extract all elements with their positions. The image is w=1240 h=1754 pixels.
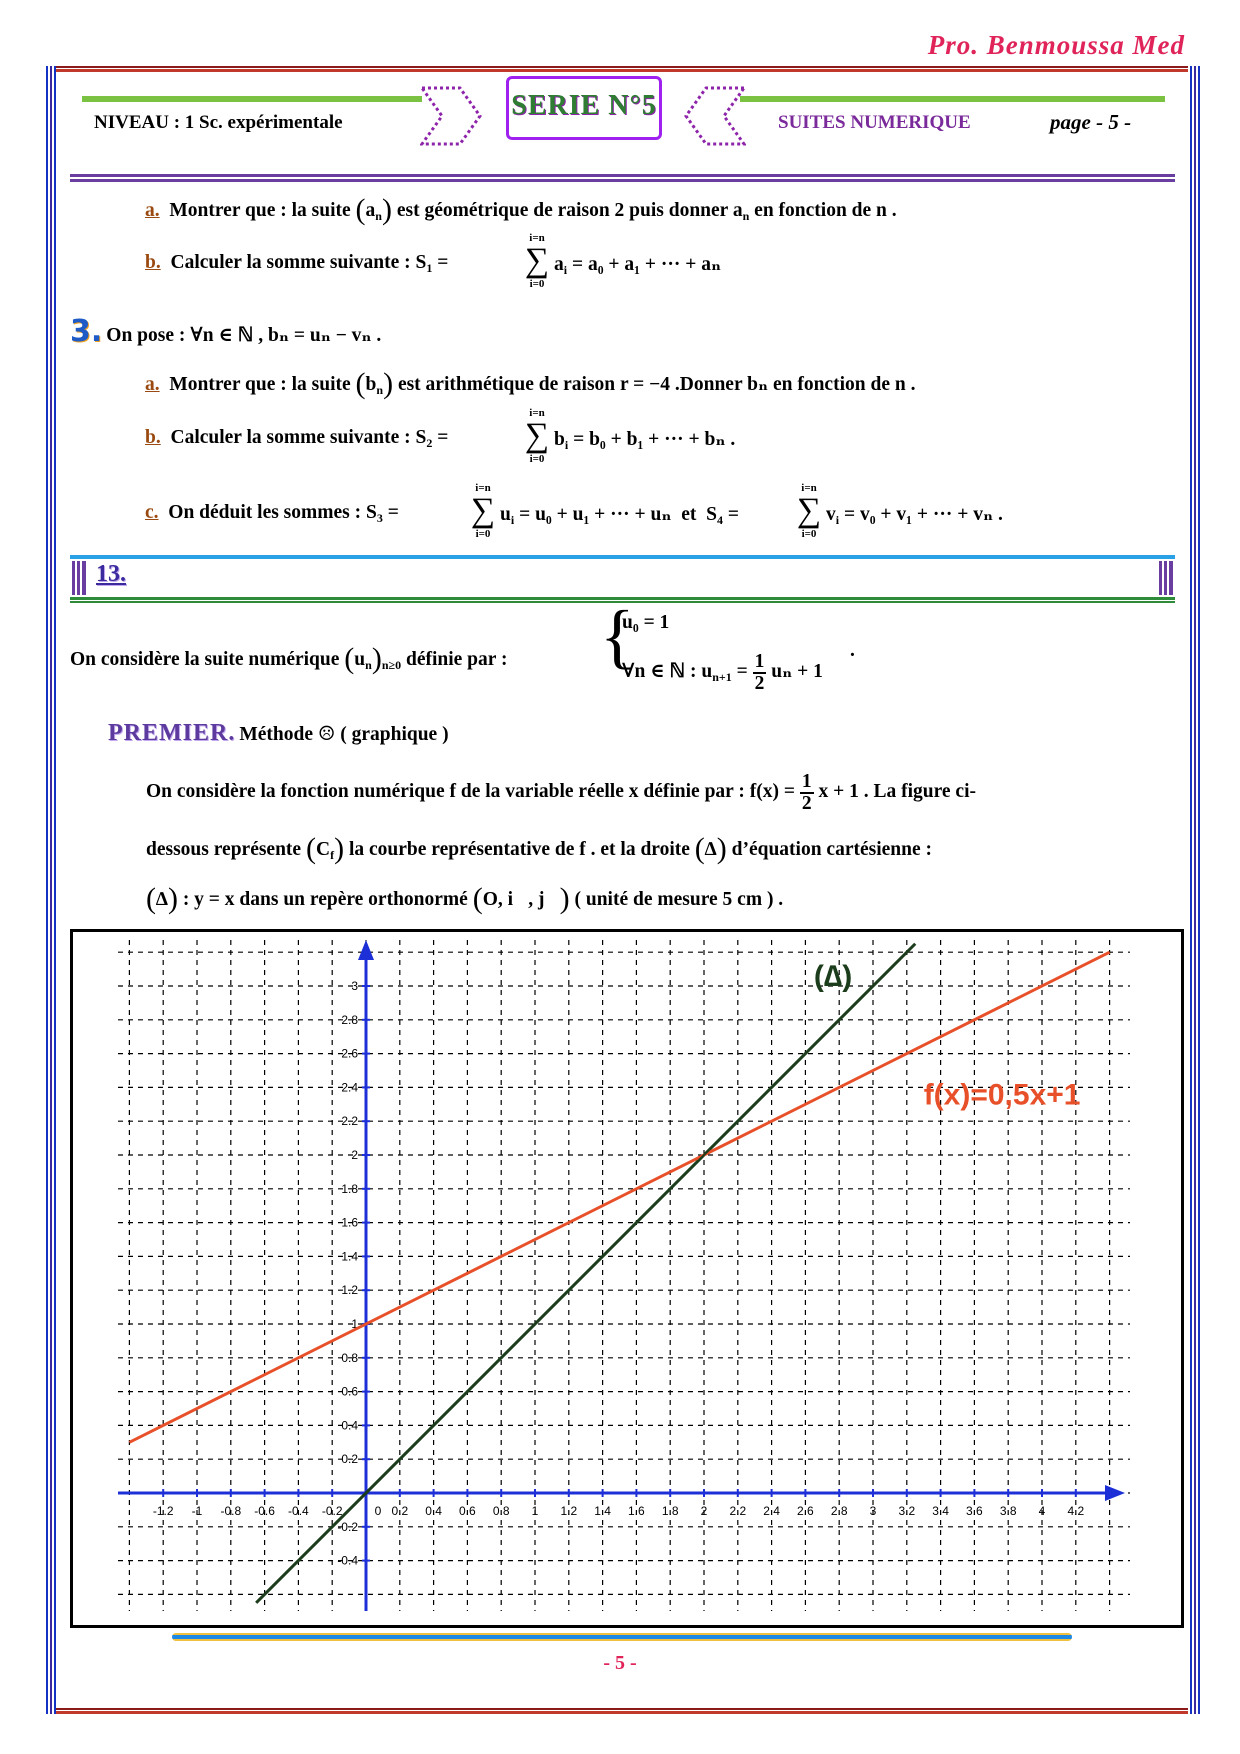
x-tick-label: 3.4 [932,1504,949,1518]
niveau-label: NIVEAU : 1 Sc. expérimentale [94,112,343,133]
q3b-formula [554,427,735,453]
y-tick-label: 3 [351,979,358,993]
y-tick-label: -0.2 [337,1519,358,1534]
q3c-v-sub: i [835,513,840,527]
x-tick-label: 1.6 [628,1504,645,1518]
frame-left-border [44,66,56,1714]
delta-line [256,944,915,1603]
header-arrow-right [656,86,746,146]
q3c-v-formula [826,502,1003,528]
ex13-seq-range: n≥0 [381,658,402,672]
frame-right-border [1188,66,1200,1714]
ex13-sys2-num: 1 [754,651,765,672]
q3a-line: a. Montrer que : la suite $(b_n)$ est arithmétique de raison r = −4 .Donner bₙ en fonction de n . [145,367,916,400]
q3a-rest: est arithmétique de raison r = −4 .Donner bₙ en fonction de n . [397,374,916,395]
q3a-seq: b [365,374,377,395]
x-tick-label: 0.2 [391,1504,409,1518]
q3b-S: S [415,427,427,448]
y-tick-label: 0.2 [341,1452,358,1467]
q3b-term: b [554,429,565,450]
ex13-p2-C-sub: f [330,848,335,862]
q3c-text: On déduit les sommes : [168,502,362,523]
ex13-sys-dot: . [850,640,855,661]
x-tick-label: -0.8 [220,1504,242,1518]
q3b-label: b. [145,427,161,448]
y-tick-label: 0.8 [341,1350,358,1365]
q3c-label: c. [145,502,159,523]
q3c-sigma-v-bottom: i=0 [801,528,817,540]
q2a-line: a. Montrer que : la suite $(a_n)$ est géométrique de raison 2 puis donner $a_n$ en fonction de n . [145,193,897,226]
y-axis-arrow [358,940,374,960]
ex13-sys2-left: ∀n ∈ ℕ : u [622,660,713,682]
q2a-seq: a [365,200,376,221]
q3-line [70,314,381,349]
q3b-sigma: i=n ∑ i=0 [522,407,552,465]
x-axis-arrow [1105,1485,1125,1501]
frame-top-border [44,66,1200,72]
q3c-u-sub: i [510,513,515,527]
ex13-p3-end: ( unité de mesure 5 cm ) . [574,889,784,910]
ex13-p1-f: f(x) = [749,780,795,802]
header-green-line-right [740,96,1165,102]
ex13-def: définie par : [405,649,508,670]
header-separator [70,174,1175,182]
x-tick-label: -0.6 [254,1504,275,1518]
q3c-u-expansion: = u₀ + u₁ + ··· + uₙ [519,504,672,525]
q3c-sigma-u: i=n ∑ i=0 [468,482,498,540]
q3c-v-expansion: = v₀ + v₁ + ··· + vₙ . [843,504,1003,525]
ex13-intro: On considère la suite numérique [70,649,340,670]
q3c-and: et [681,504,697,525]
ex13-brace: { [600,596,635,676]
author-signature: Pro. Benmoussa Med [927,30,1185,60]
methode-label: Méthode ☹ ( graphique ) [239,724,449,745]
ex13-sys2-right: uₙ + 1 [771,660,823,682]
q2b-S-sub: 1 [426,261,433,275]
x-tick-label: 4.2 [1067,1504,1085,1518]
x-tick-label: 3.2 [898,1504,916,1518]
q2b-term-sub: i [563,263,568,277]
x-tick-label: 0 [374,1504,382,1518]
ex13-p2-delta: ∆ [704,839,717,860]
x-tick-label: 0.4 [425,1504,442,1518]
x-tick-label: 2.4 [763,1504,780,1518]
f-line [129,952,1109,1442]
q2b-formula [554,252,721,278]
q3c-S4-sub: 4 [717,513,724,527]
q3b-sigma-top: i=n [529,407,545,419]
ex13-intro-line: On considère la suite numérique $(u_n)_{n\ge 0}$ définie par : [70,642,508,675]
q3c-sigma-v: i=n ∑ i=0 [794,482,824,540]
q3c-u: u [500,504,511,525]
q3c-line: c. On déduit les sommes : $S_3$ = [145,502,399,525]
serie-title: SERIE N°5 [511,90,657,121]
q3b-term-sub: i [564,438,569,452]
y-tick-label: 2.2 [341,1114,358,1129]
ex13-p2-middle: la courbe représentative de f . et la droite [348,839,690,860]
ex13-p1-after: x + 1 . La figure ci- [818,780,976,802]
y-tick-label: 2.6 [341,1046,358,1061]
x-tick-label: 2.8 [830,1504,848,1518]
ex13-sys2-den: 2 [754,672,765,694]
q2a-seq-sub: n [375,209,382,223]
q2a-rest-sub: n [742,209,750,223]
y-tick-label: 1 [351,1317,358,1331]
y-tick-label: 2.4 [341,1080,358,1095]
q2b-line: b. Calculer la somme suivante : $S_1$ = [145,252,449,275]
ex13-p3-text: : y = x dans un repère orthonormé [182,889,468,910]
x-tick-label: 1 [531,1504,539,1518]
x-tick-label: 0.6 [459,1504,476,1518]
x-tick-label: 4 [1038,1504,1046,1518]
q3b-text: Calculer la somme suivante : [170,427,411,448]
x-tick-label: -0.2 [321,1504,343,1518]
ex13-p3: (∆) : y = x dans un repère orthonormé (O, i⃗, j⃗) ( unité de mesure 5 cm ) . [146,882,784,915]
ex13-p3-frame: O, i⃗, j⃗ [482,889,560,910]
x-tick-label: 2 [700,1504,708,1518]
q3c-S3-sub: 3 [376,511,383,525]
premier-heading: PREMIER. [108,720,236,746]
ex13-p1-num: 1 [801,771,812,792]
header-arrow-left [420,86,510,146]
q3c-S3: S [366,502,377,523]
q3b-S-sub: 2 [426,436,433,450]
x-tick-label: -0.4 [288,1504,309,1518]
y-tick-label: -0.4 [337,1553,358,1568]
x-tick-label: 3.6 [966,1504,983,1518]
y-tick-label: 1.4 [341,1249,358,1264]
q2a-rest: est géométrique de raison 2 puis donner a [396,200,743,221]
q3a-text: Montrer que : la suite [169,374,351,395]
q3c-v: v [826,504,836,525]
x-tick-label: 1.8 [661,1504,679,1518]
x-tick-label: 1.4 [594,1504,611,1518]
q3a-label: a. [145,374,160,395]
ex13-p1-den: 2 [801,792,812,814]
ex13-seq: u [354,649,366,670]
chart-box [70,929,1184,1628]
page-label: page - 5 - [1050,110,1132,134]
q3b-expansion: = b₀ + b₁ + ··· + bₙ . [573,429,736,450]
ex13-p2-C: C [315,839,331,860]
q3a-seq-sub: n [376,383,384,397]
footer-page-number: - 5 - [603,1652,637,1674]
x-tick-label: 2.6 [797,1504,814,1518]
ex13-p2-text: dessous représente [146,839,302,860]
ex13-sys2 [622,652,823,693]
q2b-sigma-top: i=n [529,232,545,244]
q3b-line: b. Calculer la somme suivante : $S_2$ = [145,427,449,450]
y-tick-label: 2.8 [341,1012,358,1027]
y-tick-label: 1.8 [341,1181,358,1196]
q3c-sigma-u-bottom: i=0 [475,528,491,540]
q2b-sigma-bottom: i=0 [529,278,545,290]
x-tick-label: -1.2 [152,1504,174,1518]
x-tick-label: 3 [869,1504,877,1518]
q3-number: 3. [70,314,103,349]
x-tick-label: 2.2 [729,1504,747,1518]
q3c-S4: S [706,504,718,525]
y-tick-label: 1.6 [341,1215,358,1230]
q2b-text: Calculer la somme suivante : [170,252,411,273]
q2b-expansion: = a₀ + a₁ + ··· + aₙ [571,254,722,275]
ex13-p2: dessous représente $(C_f)$ la courbe représentative de f . et la droite (∆) d’équation cartésienne : [146,832,933,865]
q2b-sigma: i=n ∑ i=0 [522,232,552,290]
f-label: f(x)=0,5x+1 [923,1078,1081,1112]
q2b-S: S [415,252,427,273]
y-tick-label: 1.2 [341,1283,358,1298]
ex13-seq-sub: n [365,658,372,672]
q3-intro: On pose : ∀n ∈ ℕ , bₙ = uₙ − vₙ . [106,325,382,346]
ex13-sys1: u₀ = 1 [622,612,670,633]
frame-bottom-border [44,1708,1200,1714]
footer-line [172,1633,1072,1641]
ex13-p1 [146,772,976,813]
y-tick-label: 0.4 [341,1418,358,1433]
q3b-sigma-bottom: i=0 [529,453,545,465]
q2a-label: a. [145,200,160,221]
x-tick-label: 0.8 [492,1504,510,1518]
ex13-p1-text: On considère la fonction numérique f de la variable réelle x définie par : [146,780,745,802]
serie-badge [506,76,662,140]
header-green-line-left [82,96,422,102]
delta-label: (∆) [813,960,853,993]
ex13-p2-end: d’équation cartésienne : [731,839,933,860]
x-tick-label: 3.8 [999,1504,1017,1518]
q2b-term: a [554,254,564,275]
exercise-13-number: 13. [96,561,126,587]
x-tick-label: -1 [191,1504,203,1518]
q2a-end: en fonction de n . [749,200,897,221]
ex13-sys2-sub: n+1 [712,669,732,684]
graph-chart [73,932,1175,1619]
q2a-text: Montrer que : la suite [169,200,351,221]
ex13-sys2-eq: = [736,660,748,682]
y-tick-label: 2 [351,1148,358,1162]
y-tick-label: 0.6 [341,1384,358,1399]
x-tick-label: 1.2 [560,1504,578,1518]
subject-label: SUITES NUMERIQUE [778,112,971,133]
ex13-p3-delta: ∆ [156,889,168,910]
q3c-sigma-u-top: i=n [475,482,491,494]
premier-line [108,720,449,747]
q2b-label: b. [145,252,161,273]
q3c-u-formula: $u_i = u_0 + u_1$ + ··· + uₙ et $S_4$ = [500,504,740,527]
q3c-sigma-v-top: i=n [801,482,817,494]
